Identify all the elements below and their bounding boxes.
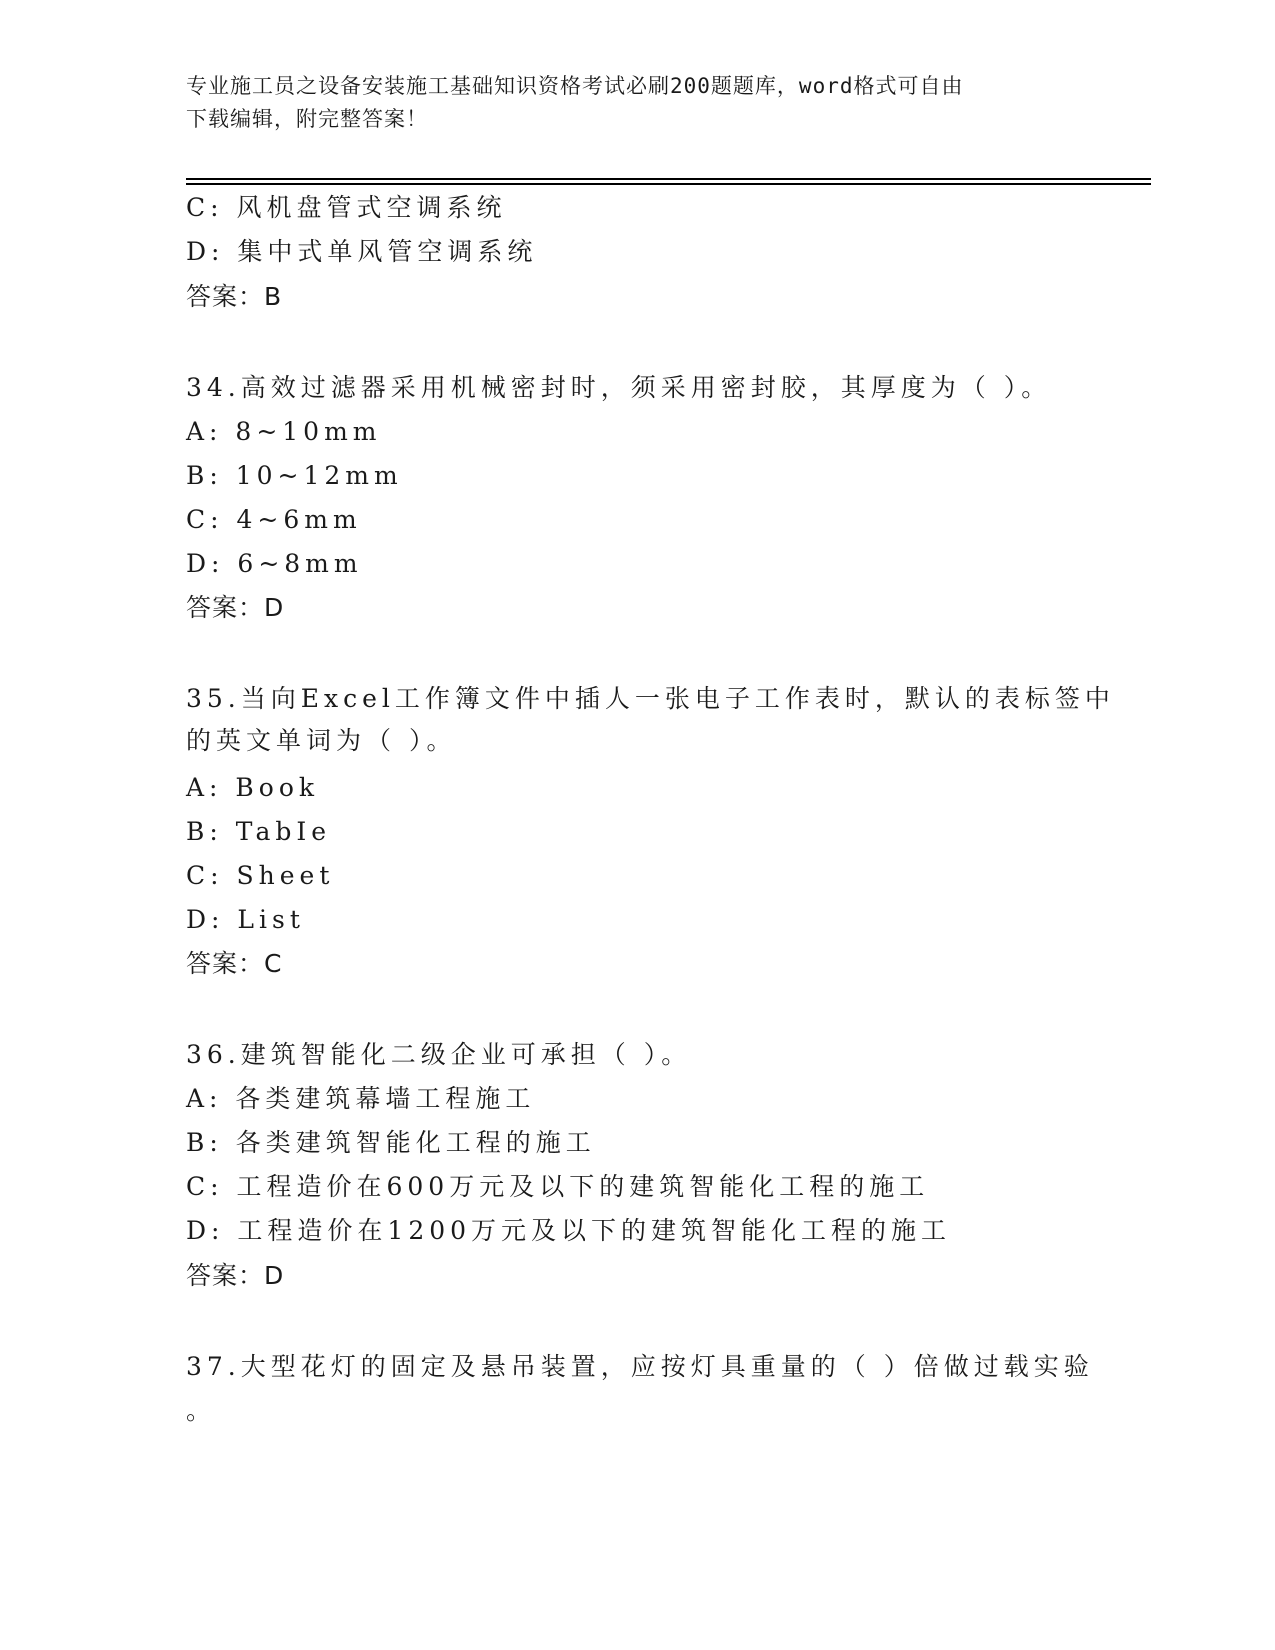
header-title-line-1: 专业施工员之设备安装施工基础知识资格考试必刷200题题库，word格式可自由 [186,74,964,98]
q36-option-b: B: 各类建筑智能化工程的施工 [186,1128,596,1157]
q34-option-c: C: 4~6mm [186,505,362,534]
q37-stem-line-2: 。 [186,1396,217,1425]
q35-option-d: D: List [186,905,305,934]
header-rule-top [186,178,1151,180]
q36-option-a: A: 各类建筑幕墙工程施工 [186,1084,536,1113]
q35-option-c: C: Sheet [186,861,335,890]
prev-question-option-c: C: 风机盘管式空调系统 [186,193,507,222]
header-title-line-2: 下载编辑，附完整答案！ [186,107,428,131]
q34-option-a: A: 8~10mm [186,417,382,446]
q34-option-b: B: 10~12mm [186,461,403,490]
q35-stem-line-1: 35.当向Excel工作簿文件中插人一张电子工作表时，默认的表标签中 [186,684,1115,713]
header-rule-bottom [186,183,1151,185]
q35-answer: 答案：C [186,949,283,978]
q34-stem: 34.高效过滤器采用机械密封时，须采用密封胶，其厚度为（ ）。 [186,373,1052,402]
document-header [186,70,1066,136]
q34-option-d: D: 6~8mm [186,549,363,578]
q37-stem-line-1: 37.大型花灯的固定及悬吊装置，应按灯具重量的（ ）倍做过载实验 [186,1352,1094,1381]
q36-answer: 答案：D [186,1261,285,1290]
q34-answer: 答案：D [186,593,285,622]
q35-option-b: B: TabIe [186,817,332,846]
q36-option-c: C: 工程造价在600万元及以下的建筑智能化工程的施工 [186,1172,930,1201]
q36-option-d: D: 工程造价在1200万元及以下的建筑智能化工程的施工 [186,1216,952,1245]
q35-option-a: A: Book [186,773,320,802]
q35-stem-line-2: 的英文单词为（ ）。 [186,726,457,755]
prev-question-option-d: D: 集中式单风管空调系统 [186,237,538,266]
q36-stem: 36.建筑智能化二级企业可承担（ ）。 [186,1040,692,1069]
prev-question-answer: 答案：B [186,282,283,311]
